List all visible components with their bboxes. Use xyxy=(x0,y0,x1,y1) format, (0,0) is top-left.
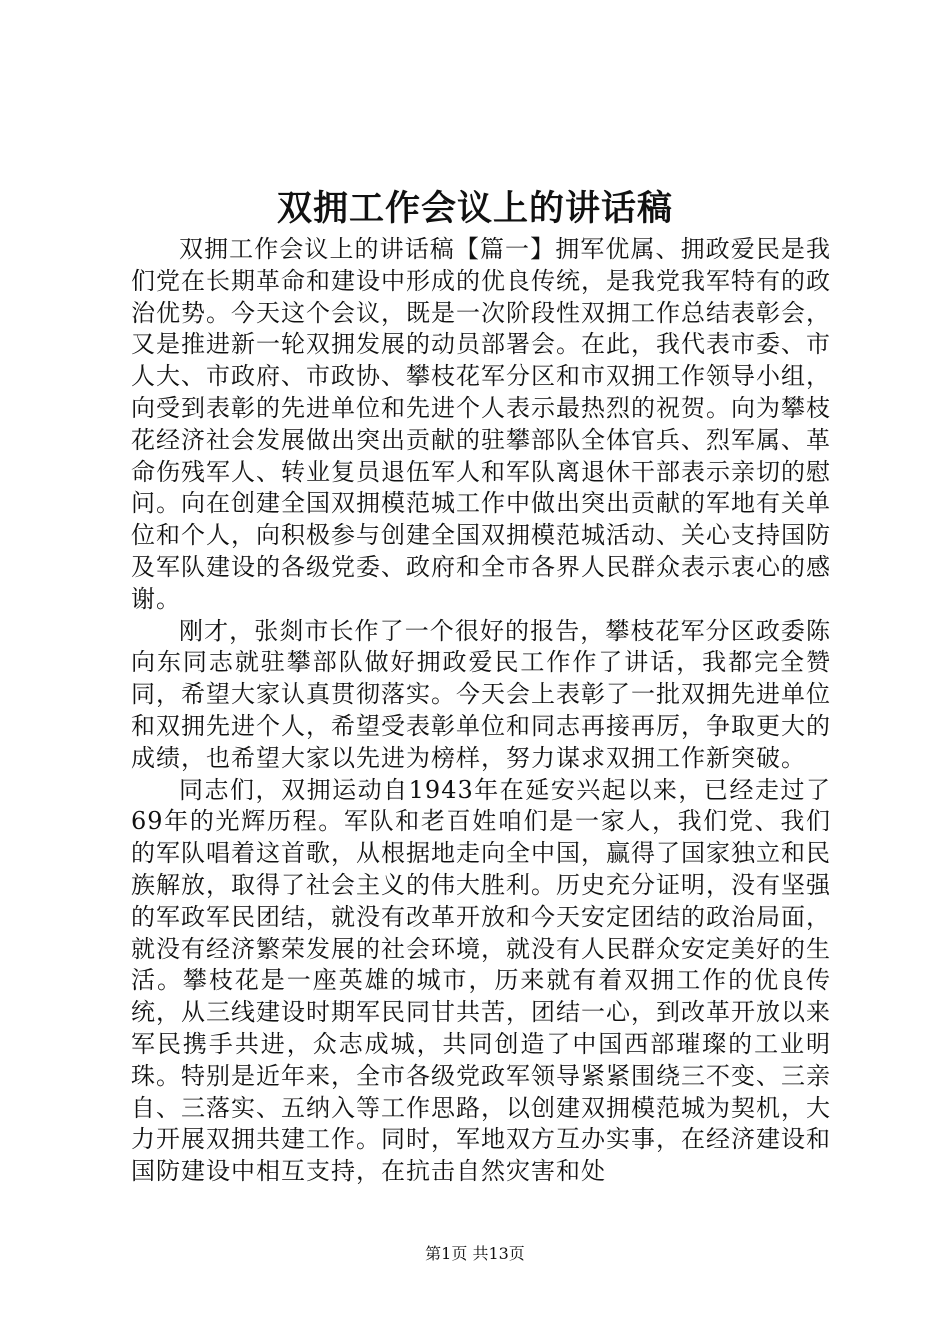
document-body xyxy=(131,234,831,1188)
paragraph: 同志们，双拥运动自1943年在延安兴起以来，已经走过了69年的光辉历程。军队和老百姓咱们是一家人，我们党、我们的军队唱着这首歌，从根据地走向全中国，赢得了国家独立和民族解放，取得了社会主义的伟大胜利。历史充分证明，没有坚强的军政军民团结，就没有改革开放和今天安定团结的政治局面，就没有经济繁荣发展的社会环境，就没有人民群众安定美好的生活。攀枝花是一座英雄的城市，历来就有着双拥工作的优良传统，从三线建设时期军民同甘共苦，团结一心，到改革开放以来军民携手共进，众志成城，共同创造了中国西部璀璨的工业明珠。特别是近年来，全市各级党政军领导紧紧围绕三不变、三亲自、三落实、五纳入等工作思路，以创建双拥模范城为契机，大力开展双拥共建工作。同时，军地双方互办实事，在经济建设和国防建设中相互支持，在抗击自然灾害和处 xyxy=(131,775,831,1186)
page-title: 双拥工作会议上的讲话稿 xyxy=(276,188,673,229)
paragraph: 刚才，张剡市长作了一个很好的报告，攀枝花军分区政委陈向东同志就驻攀部队做好拥政爱民工作作了讲话，我都完全赞同，希望大家认真贯彻落实。今天会上表彰了一批双拥先进单位和双拥先进个人，希望受表彰单位和同志再接再厉，争取更大的成绩，也希望大家以先进为榜样，努力谋求双拥工作新突破。 xyxy=(131,616,831,772)
paragraph: 双拥工作会议上的讲话稿【篇一】拥军优属、拥政爱民是我们党在长期革命和建设中形成的优良传统，是我党我军特有的政治优势。今天这个会议，既是一次阶段性双拥工作总结表彰会，又是推进新一轮双拥发展的动员部署会。在此，我代表市委、市人大、市政府、市政协、攀枝花军分区和市双拥工作领导小组，向受到表彰的先进单位和先进个人表示最热烈的祝贺。向为攀枝花经济社会发展做出突出贡献的驻攀部队全体官兵、烈军属、革命伤残军人、转业复员退伍军人和军队离退休干部表示亲切的慰问。向在创建全国双拥模范城工作中做出突出贡献的军地有关单位和个人，向积极参与创建全国双拥模范城活动、关心支持国防及军队建设的各级党委、政府和全市各界人民群众表示衷心的感谢。 xyxy=(131,235,831,613)
page-footer: 第1页 共13页 xyxy=(425,1244,525,1263)
